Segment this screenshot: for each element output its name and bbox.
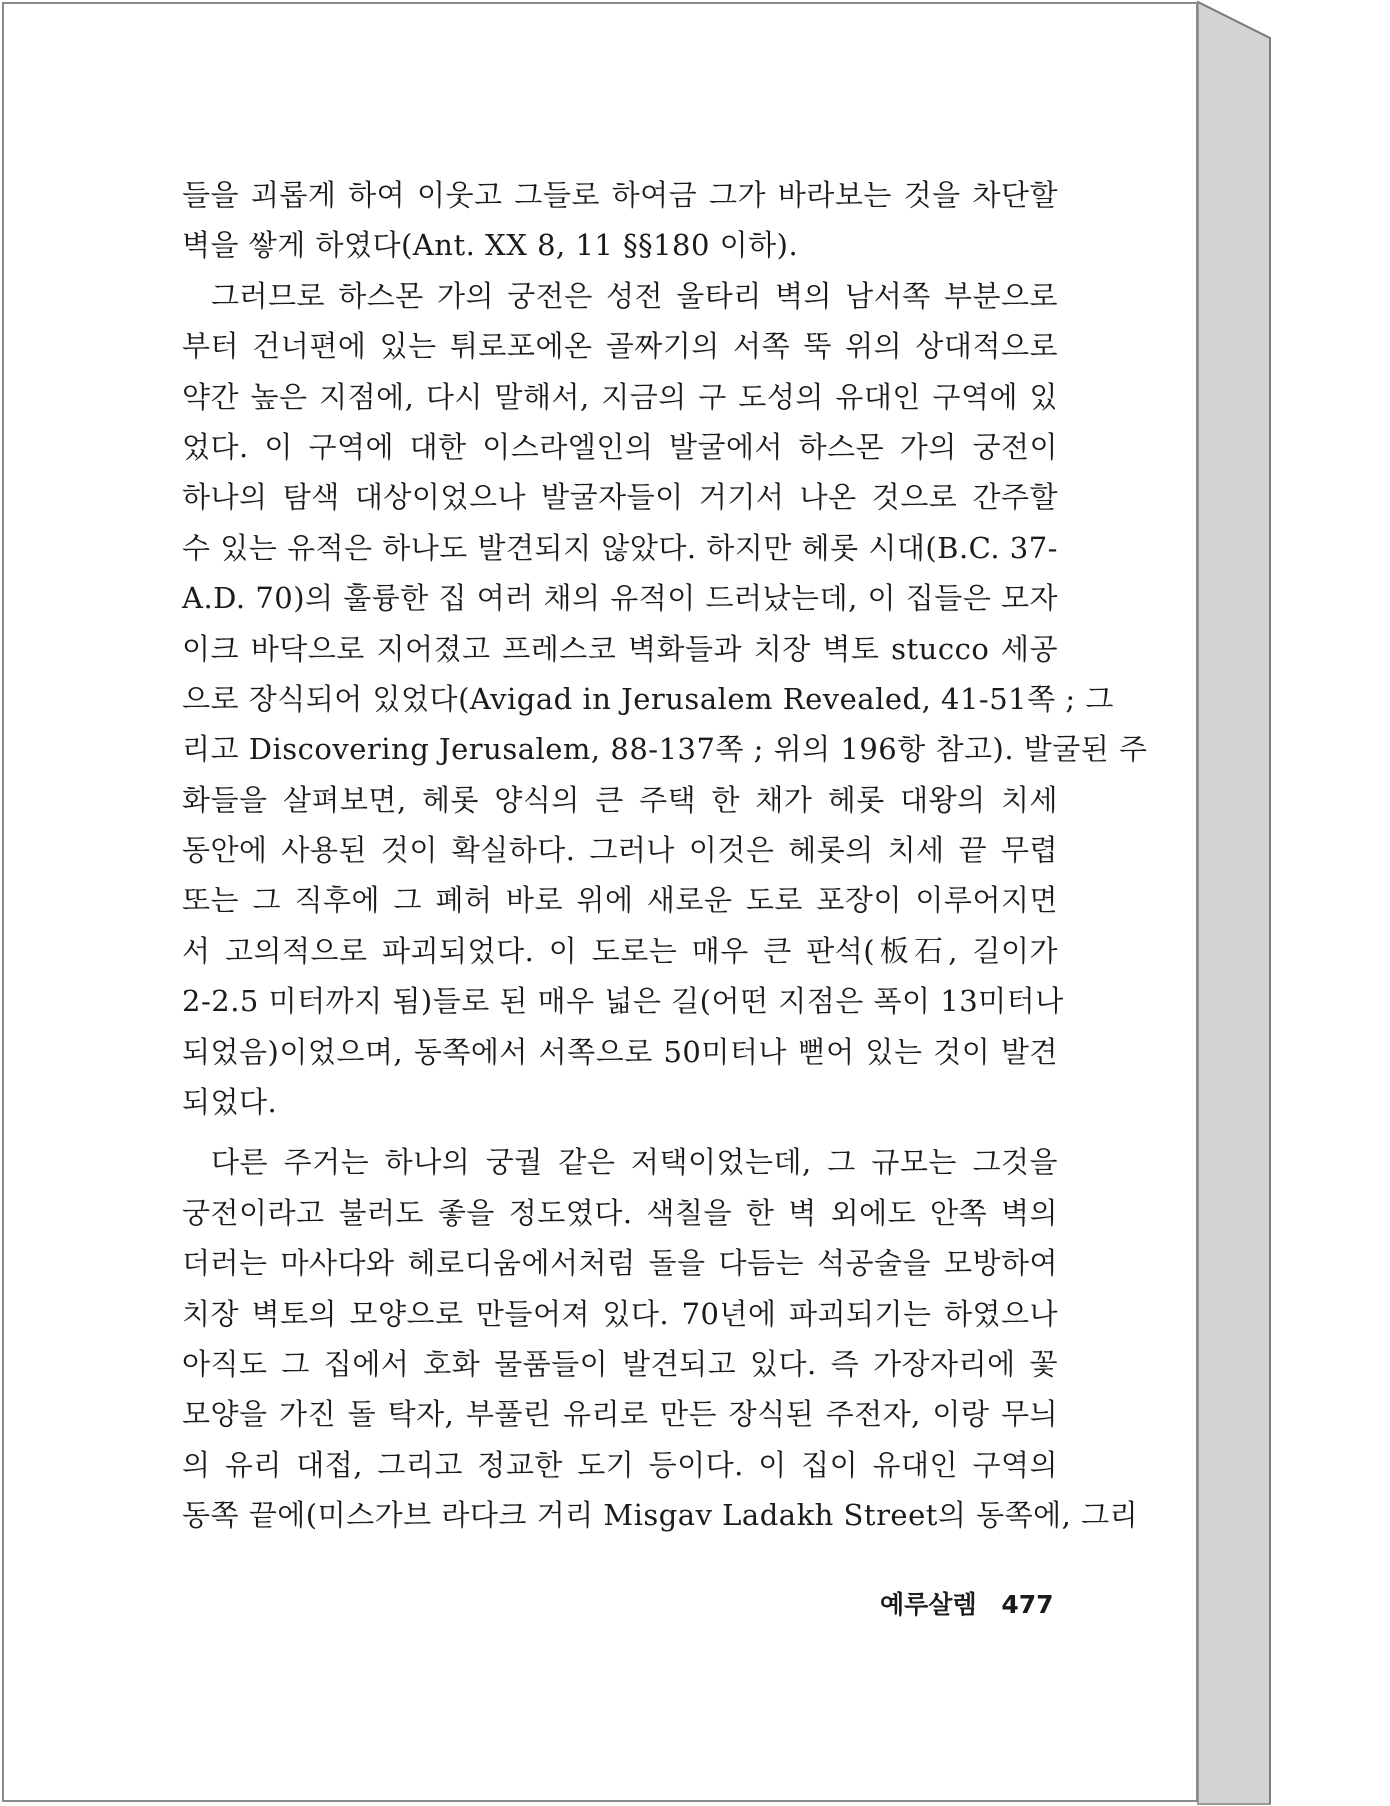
text-line: 벽을 쌓게 하였다(Ant. XX 8, 11 §§180 이하). bbox=[182, 228, 799, 263]
paragraph-gap bbox=[182, 1127, 1058, 1137]
text-line: 다른 주거는 하나의 궁궐 같은 저택이었는데, 그 규모는 그것을 bbox=[211, 1145, 1058, 1180]
text-line: 동안에 사용된 것이 확실하다. 그러나 이것은 헤롯의 치세 끝 무렵 bbox=[182, 833, 1058, 868]
body-text bbox=[182, 170, 1148, 1541]
page-number: 477 bbox=[1001, 1590, 1054, 1619]
text-line: 었다. 이 구역에 대한 이스라엘인의 발굴에서 하스몬 가의 궁전이 bbox=[182, 429, 1058, 464]
text-line: A.D. 70)의 훌륭한 집 여러 채의 유적이 드러났는데, 이 집들은 모자 bbox=[182, 581, 1059, 616]
text-line: 하나의 탐색 대상이었으나 발굴자들이 거기서 나온 것으로 간주할 bbox=[182, 480, 1058, 515]
text-line: 부터 건너편에 있는 튀로포에온 골짜기의 서쪽 뚝 위의 상대적으로 bbox=[182, 329, 1058, 364]
text-line: 더러는 마사다와 헤로디움에서처럼 돌을 다듬는 석공술을 모방하여 bbox=[182, 1246, 1058, 1281]
text-line: 약간 높은 지점에, 다시 말해서, 지금의 구 도성의 유대인 구역에 있 bbox=[182, 379, 1058, 414]
text-line: 으로 장식되어 있었다(Avigad in Jerusalem Revealed, 41-51쪽 ; 그 bbox=[182, 681, 1114, 716]
text-line: 궁전이라고 불러도 좋을 정도였다. 색칠을 한 벽 외에도 안쪽 벽의 bbox=[182, 1195, 1058, 1230]
text-line: 화들을 살펴보면, 헤롯 양식의 큰 주택 한 채가 헤롯 대왕의 치세 bbox=[182, 782, 1058, 817]
text-line: 들을 괴롭게 하여 이웃고 그들로 하여금 그가 바라보는 것을 차단할 bbox=[182, 178, 1058, 212]
text-line: 동쪽 끝에(미스가브 라다크 거리 Misgav Ladakh Street의 동쪽에, 그리 bbox=[182, 1498, 1139, 1533]
text-line: 또는 그 직후에 그 폐허 바로 위에 새로운 도로 포장이 이루어지면 bbox=[182, 883, 1058, 918]
text-line: 의 유리 대접, 그리고 정교한 도기 등이다. 이 집이 유대인 구역의 bbox=[182, 1447, 1058, 1482]
text-line: 치장 벽토의 모양으로 만들어져 있다. 70년에 파괴되기는 하였으나 bbox=[182, 1296, 1058, 1331]
text-line: 이크 바닥으로 지어졌고 프레스코 벽화들과 치장 벽토 stucco 세공 bbox=[182, 631, 1058, 666]
text-line: 서 고의적으로 파괴되었다. 이 도로는 매우 큰 판석(板石, 길이가 bbox=[182, 933, 1058, 968]
text-line: 모양을 가진 돌 탁자, 부풀린 유리로 만든 장식된 주전자, 이랑 무늬 bbox=[182, 1397, 1058, 1432]
text-line: 수 있는 유적은 하나도 발견되지 않았다. 하지만 헤롯 시대(B.C. 37- bbox=[182, 530, 1058, 565]
text-line: 아직도 그 집에서 호화 물품들이 발견되고 있다. 즉 가장자리에 꽃 bbox=[182, 1346, 1058, 1381]
text-line: 그러므로 하스몬 가의 궁전은 성전 울타리 벽의 남서쪽 부분으로 bbox=[211, 278, 1058, 313]
text-line: 되었음)이었으며, 동쪽에서 서쪽으로 50미터나 뻗어 있는 것이 발견 bbox=[182, 1034, 1058, 1069]
text-line: 리고 Discovering Jerusalem, 88-137쪽 ; 위의 196항 참고). 발굴된 주 bbox=[182, 732, 1148, 767]
page-footer bbox=[880, 1585, 1054, 1621]
running-title: 예루살렘 bbox=[880, 1590, 977, 1619]
text-line: 2-2.5 미터까지 됨)들로 된 매우 넓은 길(어떤 지점은 폭이 13미터나 bbox=[182, 984, 1064, 1019]
text-line: 되었다. bbox=[182, 1085, 278, 1120]
